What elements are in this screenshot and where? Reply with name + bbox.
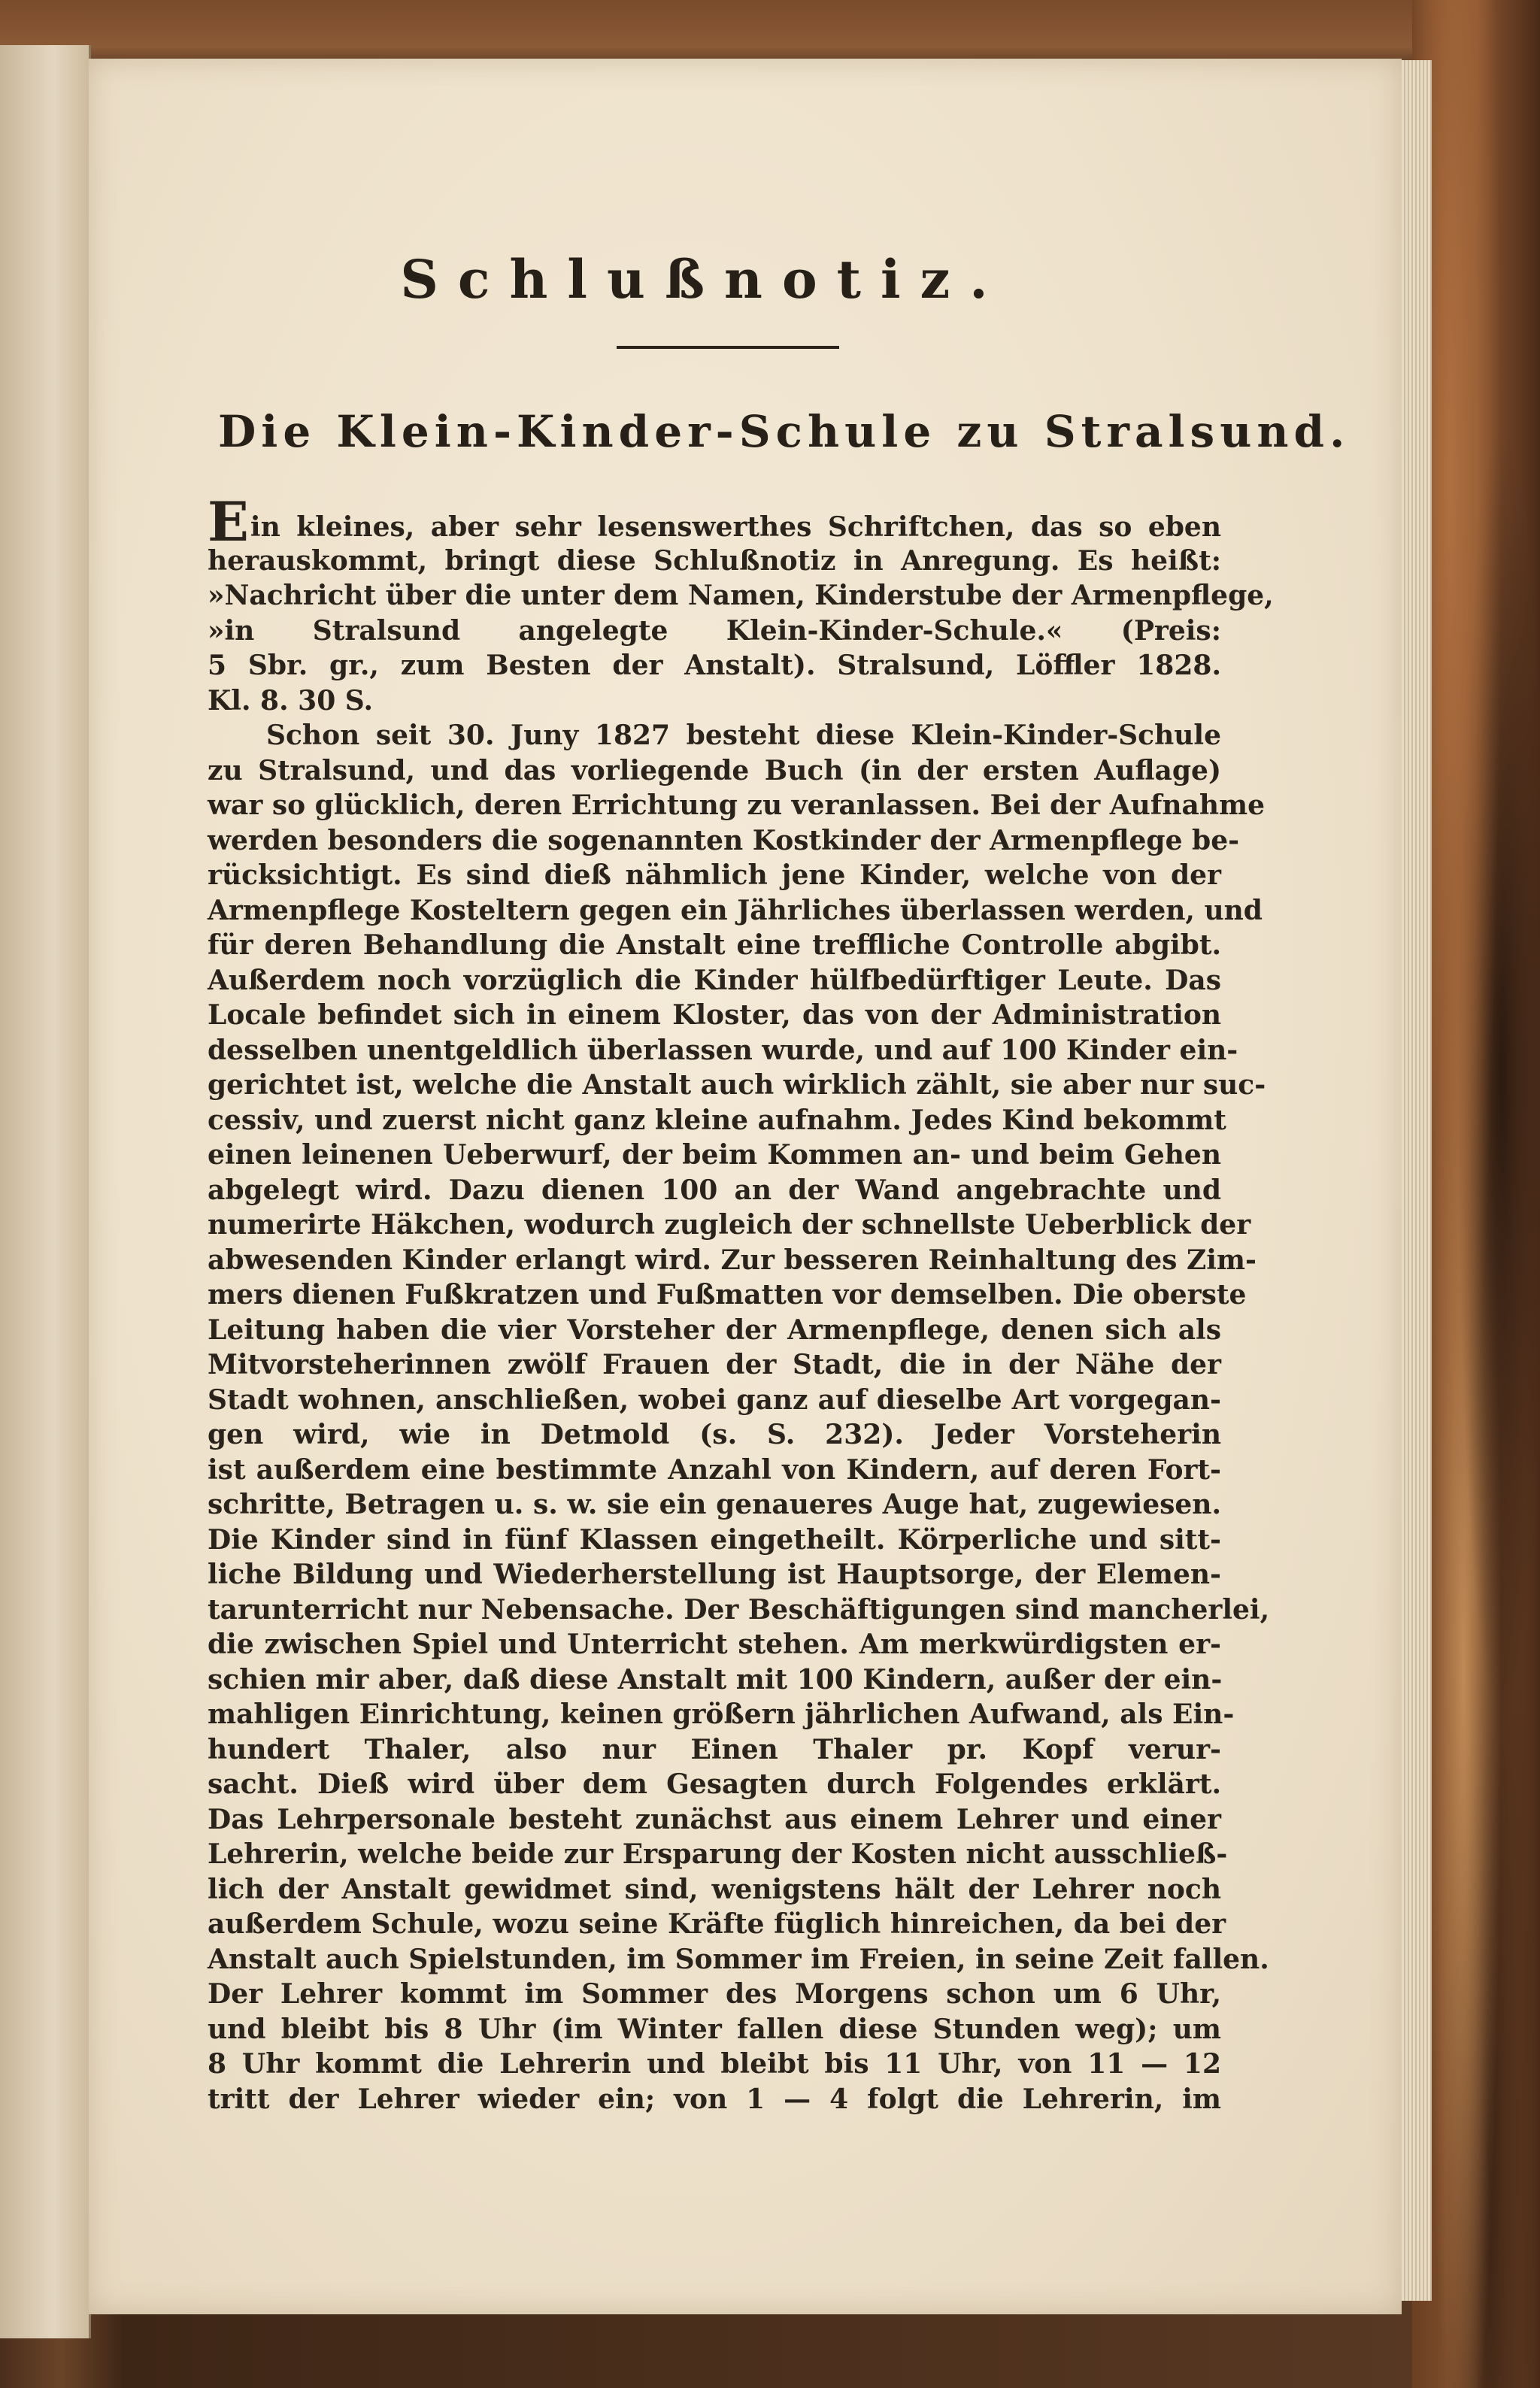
book-top-edge [0,0,1540,68]
text-line: gerichtet ist, welche die Anstalt auch wirklich zählt, sie aber nur suc- [208,1069,1266,1101]
article-title: Die Klein-Kinder-Schule zu Stralsund. [218,406,1351,457]
text-line: abgelegt wird. Dazu dienen 100 an der Wand angebrachte und [208,1174,1221,1206]
text-line: tarunterricht nur Nebensache. Der Beschäftigungen sind mancherlei, [208,1593,1270,1626]
drop-cap: E [208,489,249,553]
page-stack-edge [1400,60,1432,2301]
text-line: tritt der Lehrer wieder ein; von 1 — 4 folgt die Lehrerin, im [208,2083,1221,2115]
text-line: werden besonders die sogenannten Kostkinder der Armenpflege be- [208,824,1240,856]
text-line: herauskommt, bringt diese Schlußnotiz in Anregung. Es heißt: [208,544,1221,577]
text-line: mahligen Einrichtung, keinen größern jährlichen Aufwand, als Ein- [208,1699,1235,1730]
text-line: Das Lehrpersonale besteht zunächst aus einem Lehrer und einer [208,1803,1221,1835]
text-line: zu Stralsund, und das vorliegende Buch (in der ersten Auflage) [208,754,1221,786]
text-line: sacht. Dieß wird über dem Gesagten durch Folgendes erklärt. [208,1768,1221,1800]
text-line: ist außerdem eine bestimmte Anzahl von Kindern, auf deren Fort- [208,1453,1221,1486]
text-line: cessiv, und zuerst nicht ganz kleine aufnahm. Jedes Kind bekommt [208,1104,1226,1136]
text-line: gen wird, wie in Detmold (s. S. 232). Jeder Vorsteherin [208,1419,1221,1450]
text-line: Stadt wohnen, anschließen, wobei ganz auf dieselbe Art vorgegan- [208,1383,1221,1416]
text-line: Der Lehrer kommt im Sommer des Morgens schon um 6 Uhr, [208,1978,1221,2010]
text-line: abwesenden Kinder erlangt wird. Zur besseren Reinhaltung des Zim- [208,1244,1257,1276]
text-line: Ein kleines, aber sehr lesenswerthes Schriftchen, das so eben [208,489,1221,553]
text-line: Kl. 8. 30 S. [208,684,374,717]
text-line: Locale befindet sich in einem Kloster, das von der Administration [208,999,1221,1031]
text-line: liche Bildung und Wiederherstellung ist Hauptsorge, der Elemen- [208,1559,1221,1590]
text-line: 8 Uhr kommt die Lehrerin und bleibt bis 11 Uhr, von 11 — 12 [208,2048,1221,2080]
text-line: »Nachricht über die unter dem Namen, Kinderstube der Armenpflege, [208,580,1274,611]
text-line: Armenpflege Kosteltern gegen ein Jährliches überlassen werden, und [208,894,1263,926]
text-line: 5 Sbr. gr., zum Besten der Anstalt). Stralsund, Löffler 1828. [208,650,1221,681]
text-line: lich der Anstalt gewidmet sind, wenigstens hält der Lehrer noch [208,1873,1221,1905]
text-line: desselben unentgeldlich überlassen wurde, und auf 100 Kinder ein- [208,1034,1238,1066]
text-line: und bleibt bis 8 Uhr (im Winter fallen diese Stunden weg); um [208,2013,1221,2045]
left-page-edge [0,45,91,2338]
text-line: schien mir aber, daß diese Anstalt mit 100 Kindern, außer der ein- [208,1663,1223,1696]
text-line: Die Kinder sind in fünf Klassen eingetheilt. Körperliche und sitt- [208,1523,1221,1556]
text-line: schritte, Betragen u. s. w. sie ein genaueres Auge hat, zugewiesen. [208,1489,1221,1520]
text-line: war so glücklich, deren Errichtung zu veranlassen. Bei der Aufnahme [208,789,1266,821]
section-heading: Schlußnotiz. [400,248,1008,311]
text-line: Außerdem noch vorzüglich die Kinder hülfbedürftiger Leute. Das [208,964,1221,996]
heading-rule [617,346,839,349]
text-line: rücksichtigt. Es sind dieß nähmlich jene Kinder, welche von der [208,859,1221,891]
paragraph-2 [208,718,1270,2117]
text-line: außerdem Schule, wozu seine Kräfte füglich hinreichen, da bei der [208,1908,1226,1940]
text-line: hundert Thaler, also nur Einen Thaler pr. Kopf verur- [208,1733,1221,1765]
text-line: einen leinenen Ueberwurf, der beim Kommen an- und beim Gehen [208,1139,1221,1171]
text-line: numerirte Häkchen, wodurch zugleich der schnellste Ueberblick der [208,1209,1251,1241]
text-line: für deren Behandlung die Anstalt eine treffliche Controlle abgibt. [208,929,1221,961]
text-line: Schon seit 30. Juny 1827 besteht diese Klein-Kinder-Schule [266,720,1221,751]
text-line: Lehrerin, welche beide zur Ersparung der Kosten nicht ausschließ- [208,1838,1228,1870]
paragraph-1 [208,489,1274,718]
text-line: Anstalt auch Spielstunden, im Sommer im Freien, in seine Zeit fallen. [208,1943,1269,1975]
text-line: »in Stralsund angelegte Klein-Kinder-Schule.« (Preis: [208,614,1221,647]
text-line: die zwischen Spiel und Unterricht stehen. Am merkwürdigsten er- [208,1629,1221,1660]
body-text [208,489,1274,2117]
text-line: mers dienen Fußkratzen und Fußmatten vor demselben. Die oberste [208,1279,1247,1311]
text-line: Leitung haben die vier Vorsteher der Armenpflege, denen sich als [208,1314,1221,1346]
text-line: Mitvorsteherinnen zwölf Frauen der Stadt, die in der Nähe der [208,1349,1221,1380]
